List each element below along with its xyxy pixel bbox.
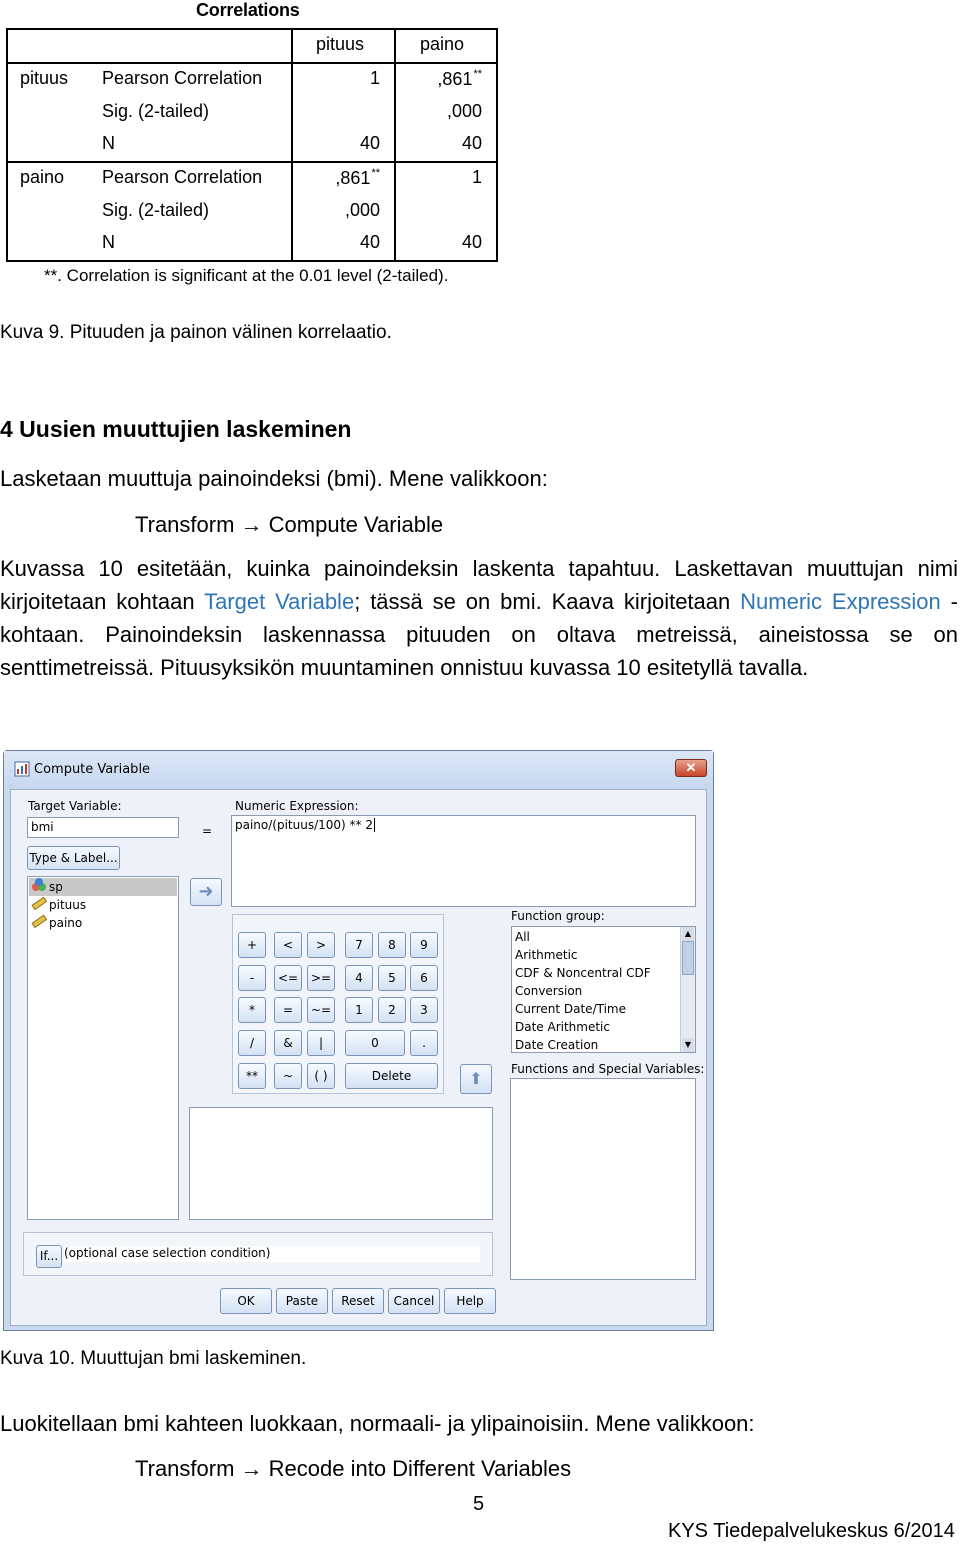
keypad-key[interactable]: * xyxy=(238,997,266,1023)
keypad-key[interactable]: 1 xyxy=(345,997,373,1023)
close-icon[interactable]: ✕ xyxy=(675,759,707,777)
spss-app-icon xyxy=(14,761,30,777)
help-button[interactable]: Help xyxy=(444,1288,496,1314)
keypad-key[interactable]: 6 xyxy=(410,965,438,991)
correlations-title: Correlations xyxy=(196,0,300,20)
term-numeric-expression: Numeric Expression xyxy=(740,589,941,614)
page-number: 5 xyxy=(473,1493,485,1515)
cell-paino: 40 xyxy=(461,133,482,153)
reset-button[interactable]: Reset xyxy=(332,1288,384,1314)
move-function-up-arrow-icon[interactable]: ⬆ xyxy=(460,1064,492,1094)
target-variable-label: Target Variable: xyxy=(28,799,122,813)
cell-paino: 1 xyxy=(471,167,482,187)
function-group-item[interactable]: Current Date/Time xyxy=(515,1002,626,1016)
paragraph-1: Lasketaan muuttuja painoindeksi (bmi). Mene valikkoon: xyxy=(0,466,548,491)
cell-paino: ,000 xyxy=(446,101,482,121)
cell-paino: 40 xyxy=(461,232,482,252)
keypad-key[interactable]: ** xyxy=(238,1063,266,1089)
cell-paino: ,861** xyxy=(437,68,482,89)
variable-item[interactable] xyxy=(29,878,177,896)
variable-name: sp xyxy=(49,880,63,894)
if-button[interactable]: If... xyxy=(36,1245,62,1268)
keypad-key[interactable]: | xyxy=(307,1030,335,1056)
scale-icon xyxy=(31,914,49,933)
variable-item[interactable] xyxy=(29,896,177,914)
keypad-key[interactable]: ~= xyxy=(307,997,335,1023)
keypad-key[interactable]: 7 xyxy=(345,932,373,958)
scroll-up-arrow-icon[interactable]: ▲ xyxy=(682,927,694,941)
row-statistic-label: Sig. (2-tailed) xyxy=(102,101,210,121)
cell-pituus: ,861** xyxy=(335,167,380,188)
function-group-item[interactable]: CDF & Noncentral CDF xyxy=(515,966,651,980)
scroll-thumb[interactable] xyxy=(682,941,694,975)
keypad-key[interactable]: 9 xyxy=(410,932,438,958)
function-group-list[interactable] xyxy=(511,926,696,1053)
row-statistic-label: N xyxy=(102,133,115,153)
function-description-box xyxy=(189,1107,493,1220)
variable-name: pituus xyxy=(49,898,87,912)
variable-item[interactable] xyxy=(29,914,177,932)
keypad-key[interactable]: > xyxy=(307,932,335,958)
variable-name: paino xyxy=(49,916,83,930)
paragraph-3: Luokitellaan bmi kahteen luokkaan, normaali- ja ylipainoisiin. Mene valikkoon: xyxy=(0,1411,755,1436)
section-heading: 4 Uusien muuttujien laskeminen xyxy=(0,416,352,442)
paragraph-2: Kuvassa 10 esitetään, kuinka painoindeksin laskenta tapahtuu. Laskettavan muuttujan nimi kirjoitetaan kohtaan Target Variable; tässä se on bmi. Kaava kirjoitetaan Numeric Expression -kohtaan. Painoindeksin laskennassa pituuden on oltava metreissä, aineistossa se on senttimetreissä. Pituusyksikön muuntaminen onnistuu kuvassa 10 esitetyllä tavalla. xyxy=(0,556,958,680)
keypad-key[interactable]: <= xyxy=(274,965,302,991)
keypad-key[interactable]: 0 xyxy=(345,1030,405,1056)
functions-label: Functions and Special Variables: xyxy=(511,1062,705,1076)
keypad-key[interactable]: = xyxy=(274,997,302,1023)
move-to-expression-arrow-icon[interactable]: ➜ xyxy=(190,878,222,906)
row-variable-label: pituus xyxy=(20,68,69,88)
term-target-variable: Target Variable xyxy=(204,589,355,614)
scroll-down-arrow-icon[interactable]: ▼ xyxy=(682,1038,694,1052)
row-statistic-label: Pearson Correlation xyxy=(102,68,263,88)
scale-icon xyxy=(31,896,49,915)
menu-path-compute: Transform → Compute Variable xyxy=(135,512,444,537)
keypad-key[interactable]: + xyxy=(238,932,266,958)
dialog-title: Compute Variable xyxy=(34,762,151,777)
row-statistic-label: Sig. (2-tailed) xyxy=(102,200,210,220)
keypad-key[interactable]: 3 xyxy=(410,997,438,1023)
paste-button[interactable]: Paste xyxy=(276,1288,328,1314)
col-header-pituus: pituus xyxy=(316,34,365,54)
keypad-key[interactable]: / xyxy=(238,1030,266,1056)
if-condition-text: (optional case selection condition) xyxy=(64,1246,480,1262)
row-statistic-label: Pearson Correlation xyxy=(102,167,263,187)
function-group-item[interactable]: All xyxy=(515,930,530,944)
cell-pituus: 40 xyxy=(359,232,380,252)
keypad-key[interactable]: . xyxy=(410,1030,438,1056)
cancel-button[interactable]: Cancel xyxy=(388,1288,440,1314)
type-label-button[interactable]: Type & Label... xyxy=(27,846,120,870)
function-group-item[interactable]: Date Arithmetic xyxy=(515,1020,610,1034)
keypad-key[interactable]: 5 xyxy=(378,965,406,991)
keypad-key[interactable]: 4 xyxy=(345,965,373,991)
figure-caption-10: Kuva 10. Muuttujan bmi laskeminen. xyxy=(0,1348,307,1369)
keypad-key[interactable]: Delete xyxy=(345,1063,438,1089)
col-header-paino: paino xyxy=(420,34,465,54)
function-group-item[interactable]: Date Creation xyxy=(515,1038,599,1052)
menu-path-recode: Transform → Recode into Different Variables xyxy=(135,1456,572,1481)
nominal-icon xyxy=(31,878,49,897)
row-variable-label: paino xyxy=(20,167,65,187)
function-group-label: Function group: xyxy=(511,909,605,923)
correlations-table xyxy=(6,28,498,262)
page-footer: KYS Tiedepalvelukeskus 6/2014 xyxy=(668,1520,955,1542)
cell-pituus: 1 xyxy=(369,68,380,88)
keypad-key[interactable]: >= xyxy=(307,965,335,991)
correlations-footnote: **. Correlation is significant at the 0.01 level (2-tailed). xyxy=(44,266,449,285)
keypad-key[interactable]: & xyxy=(274,1030,302,1056)
function-group-scrollbar[interactable] xyxy=(680,927,695,1052)
ok-button[interactable]: OK xyxy=(220,1288,272,1314)
row-statistic-label: N xyxy=(102,232,115,252)
keypad-key[interactable]: < xyxy=(274,932,302,958)
keypad-key[interactable]: ( ) xyxy=(307,1063,335,1089)
variable-list[interactable] xyxy=(27,876,179,1220)
equals-sign: = xyxy=(202,824,213,838)
functions-list[interactable] xyxy=(510,1078,696,1280)
cell-pituus: ,000 xyxy=(344,200,380,220)
cell-pituus: 40 xyxy=(359,133,380,153)
keypad-key[interactable]: - xyxy=(238,965,266,991)
function-group-item[interactable]: Conversion xyxy=(515,984,583,998)
numeric-expression-label: Numeric Expression: xyxy=(235,799,359,813)
keypad-key[interactable]: 8 xyxy=(378,932,406,958)
figure-caption-9: Kuva 9. Pituuden ja painon välinen korrelaatio. xyxy=(0,322,392,343)
keypad-key[interactable]: 2 xyxy=(378,997,406,1023)
function-group-item[interactable]: Arithmetic xyxy=(515,948,578,962)
numeric-expression-input[interactable]: paino/(pituus/100) ** 2 xyxy=(231,815,696,907)
target-variable-input[interactable]: bmi xyxy=(27,817,179,838)
keypad-key[interactable]: ~ xyxy=(274,1063,302,1089)
